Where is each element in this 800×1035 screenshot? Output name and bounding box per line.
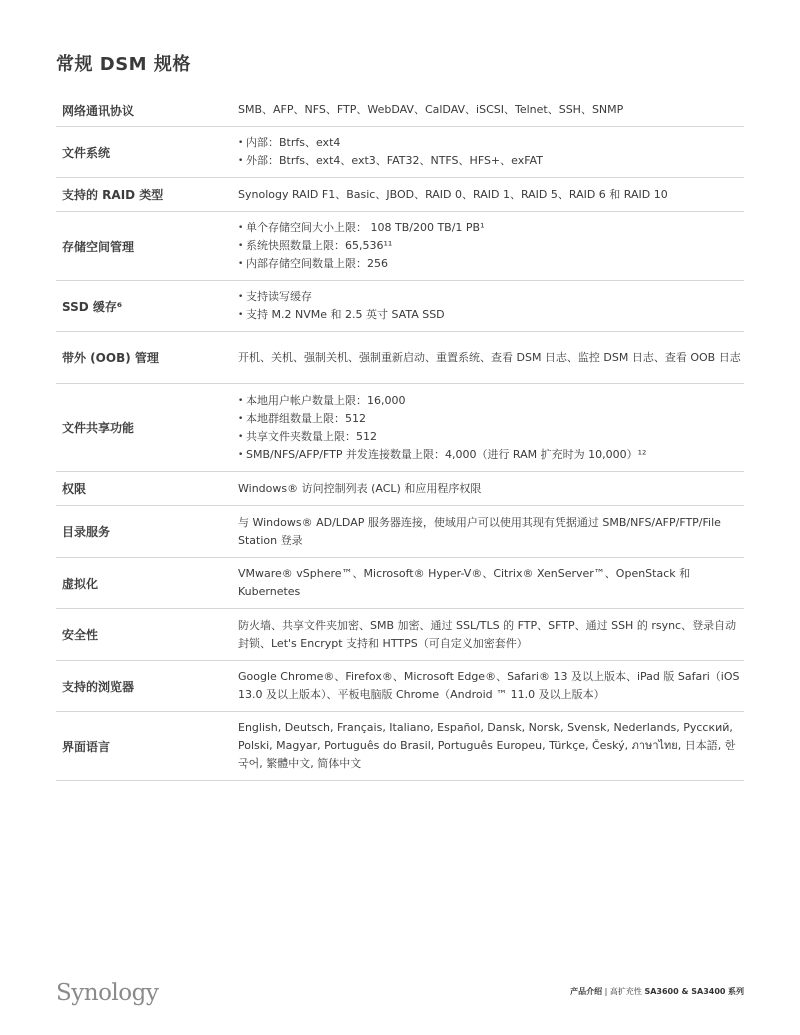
- spec-row-ssd-cache: [56, 281, 744, 332]
- footer-product-line: [570, 986, 744, 997]
- spec-label: 带外 (OOB) 管理: [62, 351, 159, 365]
- spec-label: 界面语言: [62, 739, 111, 754]
- spec-value: Synology RAID F1、Basic、JBOD、RAID 0、RAID 1、RAID 5、RAID 6 和 RAID 10: [238, 187, 668, 201]
- spec-value: [232, 127, 744, 177]
- footer-doc-type: 产品介绍: [570, 987, 603, 996]
- spec-label: 目录服务: [62, 525, 111, 539]
- spec-value: SMB、AFP、NFS、FTP、WebDAV、CalDAV、iSCSI、Telnet、SSH、SNMP: [238, 103, 624, 116]
- list-item: • 外部：Btrfs、ext4、ext3、FAT32、NTFS、HFS+、exFAT: [238, 152, 744, 170]
- spec-value: 与 Windows® AD/LDAP 服务器连接，使域用户可以使用其现有凭据通过 SMB/NFS/AFP/FTP/File Station 登录: [238, 515, 721, 547]
- spec-label: 支持的浏览器: [62, 679, 135, 694]
- spec-value: VMware® vSphere™、Microsoft® Hyper-V®、Citrix® XenServer™、OpenStack 和 Kubernetes: [238, 567, 691, 598]
- footer-product-suffix: 系列: [728, 987, 744, 996]
- spec-label: 权限: [62, 482, 87, 496]
- spec-value: [232, 212, 744, 280]
- list-item: • 本地群组数量上限：512: [238, 410, 744, 428]
- spec-label: 支持的 RAID 类型: [62, 188, 164, 202]
- spec-value: 开机、关机、强制关机、强制重新启动、重置系统、查看 DSM 日志、监控 DSM 日志、查看 OOB 日志: [238, 350, 741, 364]
- list-item: • 内部存储空间数量上限：256: [238, 255, 744, 273]
- spec-value: [232, 281, 744, 331]
- spec-value: [232, 385, 744, 471]
- spec-value: 防火墙、共享文件夹加密、SMB 加密、通过 SSL/TLS 的 FTP、SFTP、通过 SSH 的 rsync、登录自动封锁、Let's Encrypt 支持和 HTTPS（可自定义加密套件）: [238, 618, 737, 650]
- list-item: • 系统快照数量上限：65,536¹¹: [238, 237, 744, 255]
- spec-label: 安全性: [62, 628, 99, 642]
- spec-label: 虚拟化: [62, 576, 99, 591]
- spec-table: [56, 94, 744, 781]
- spec-label: 文件共享功能: [62, 421, 135, 435]
- spec-row-storage: [56, 212, 744, 281]
- list-item: • 本地用户帐户数量上限：16,000: [238, 392, 744, 410]
- spec-value: English, Deutsch, Français, Italiano, Español, Dansk, Norsk, Svensk, Nederlands, Русский, Polski, Magyar, Português do Brasil, Português Europeu, Türkçe, Český, ภาษาไทย, 日本語, 한국어, 繁體中文, 简体中文: [238, 721, 736, 770]
- spec-row-security: [56, 609, 744, 661]
- list-item: • SMB/NFS/AFP/FTP 并发连接数量上限：4,000（进行 RAM 扩充时为 10,000）¹²: [238, 446, 744, 464]
- spec-value: Google Chrome®、Firefox®、Microsoft Edge®、Safari® 13 及以上版本、iPad 版 Safari（iOS 13.0 及以上版本）、平板电脑版 Chrome（Android ™ 11.0 及以上版本）: [238, 670, 740, 701]
- page-title: 常规 DSM 规格: [56, 54, 191, 75]
- footer-product-name: SA3600 & SA3400: [644, 987, 726, 996]
- spec-value: Windows® 访问控制列表 (ACL) 和应用程序权限: [238, 481, 482, 495]
- list-item: • 内部：Btrfs、ext4: [238, 134, 744, 152]
- spec-row-virtualization: [56, 558, 744, 609]
- list-item: • 支持读写缓存: [238, 288, 744, 306]
- synology-logo: Synology: [56, 980, 159, 1006]
- footer-separator: |: [604, 987, 608, 996]
- list-item: • 共享文件夹数量上限：512: [238, 428, 744, 446]
- spec-row-protocols: [56, 94, 744, 127]
- spec-label: 网络通讯协议: [62, 103, 135, 118]
- spec-row-raid: [56, 178, 744, 212]
- spec-label: 存储空间管理: [62, 239, 135, 254]
- spec-row-file-sharing: [56, 384, 744, 472]
- spec-label: 文件系统: [62, 145, 111, 160]
- spec-row-directory: [56, 506, 744, 558]
- spec-row-languages: [56, 712, 744, 781]
- list-item: • 单个存储空间大小上限： 108 TB/200 TB/1 PB¹: [238, 219, 744, 237]
- spec-row-browsers: [56, 661, 744, 712]
- spec-row-filesystem: [56, 127, 744, 178]
- footer-product-prefix: 高扩充性: [609, 987, 642, 996]
- list-item: • 支持 M.2 NVMe 和 2.5 英寸 SATA SSD: [238, 306, 744, 324]
- spec-row-permissions: [56, 472, 744, 506]
- spec-label: SSD 缓存⁶: [62, 299, 123, 314]
- spec-row-oob: [56, 332, 744, 384]
